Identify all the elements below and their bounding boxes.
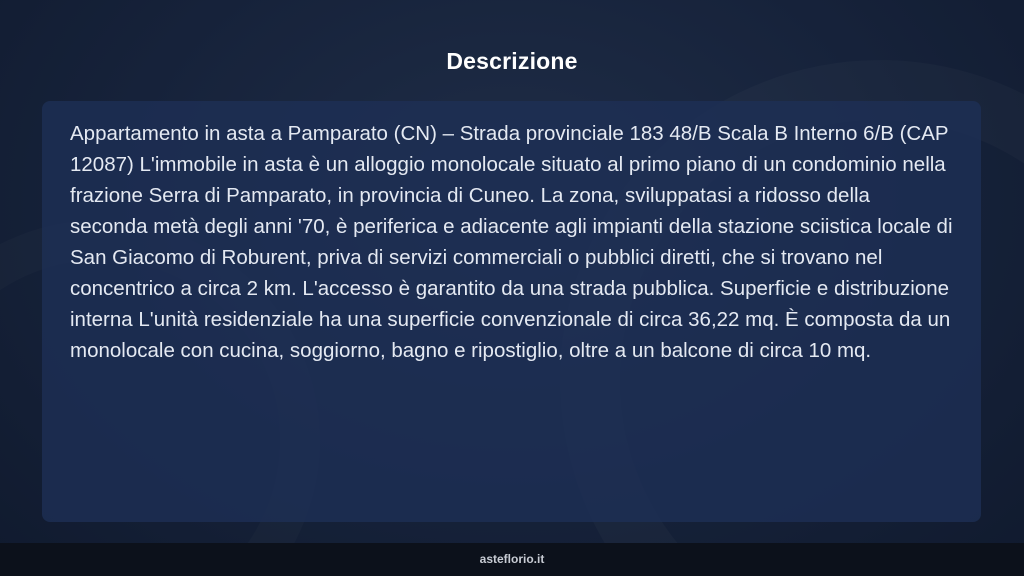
description-text: Appartamento in asta a Pamparato (CN) – Strada provinciale 183 48/B Scala B Interno 6/B (CAP 12087) L'immobile in asta è un alloggio monolocale situato al primo piano di un condominio nella frazione Serra di Pamparato, in provincia di Cuneo. La zona, sviluppatasi a ridosso della seconda metà degli anni '70, è periferica e adiacente agli impianti della stazione sciistica locale di San Giacomo di Roburent, priva di servizi commerciali o pubblici diretti, che si trovano nel concentrico a circa 2 km. L'accesso è garantito da una strada pubblica. Superficie e distribuzione interna L'unità residenziale ha una superficie convenzionale di circa 36,22 mq. È composta da un monolocale con cucina, soggiorno, bagno e ripostiglio, oltre a un balcone di circa 10 mq. <box>70 122 953 362</box>
page-title: Descrizione <box>446 48 578 74</box>
footer-site-label: asteflorio.it <box>479 552 545 566</box>
description-card <box>42 101 981 522</box>
footer-bar <box>0 543 1024 576</box>
